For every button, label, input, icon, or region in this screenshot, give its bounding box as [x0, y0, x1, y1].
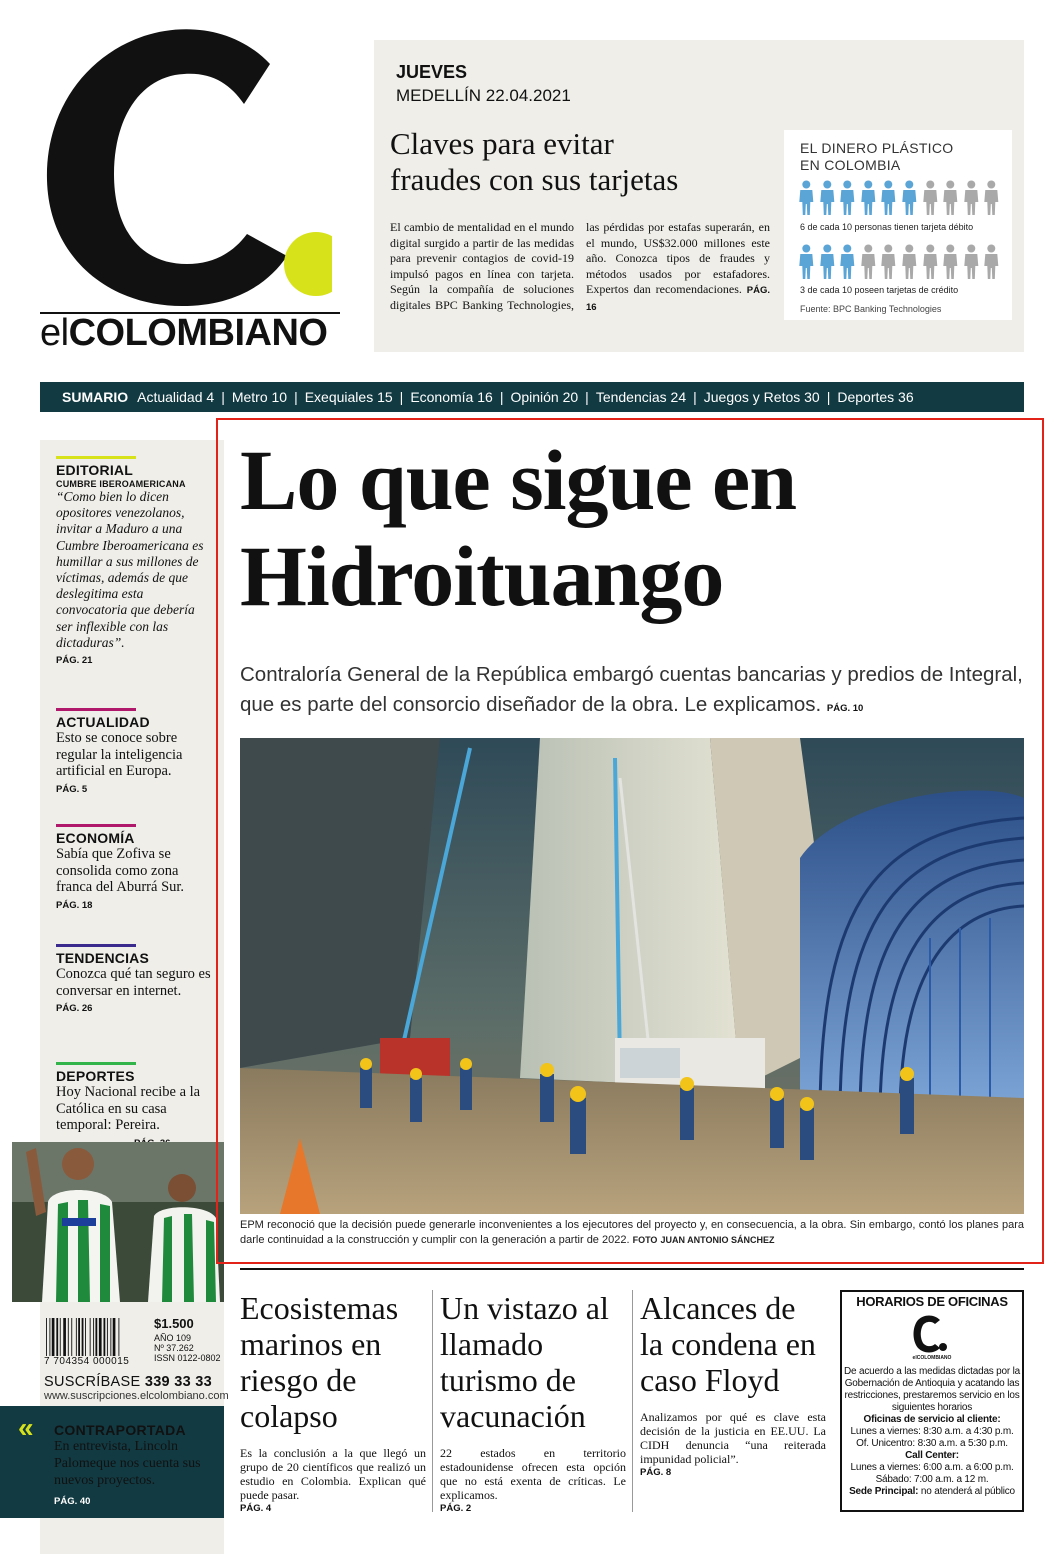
- story-headline: Ecosistemas marinos en riesgo de colapso: [240, 1290, 399, 1434]
- lead-photo-caption: [240, 1218, 1024, 1248]
- barcode-bar: [118, 1318, 119, 1356]
- edition-issn: ISSN 0122-0802: [154, 1353, 221, 1363]
- sumario-item[interactable]: Juegos y Retos 30: [703, 389, 820, 405]
- section-rule: [56, 708, 136, 711]
- story-page[interactable]: PÁG. 8: [640, 1467, 672, 1478]
- call-center-label: Call Center:: [905, 1450, 959, 1461]
- section-economia[interactable]: [56, 824, 212, 911]
- unicentro-hours: Of. Unicentro: 8:30 a.m. a 5:30 p.m.: [856, 1438, 1008, 1449]
- sumario-separator: |: [826, 389, 831, 405]
- barcode-bar: [82, 1318, 84, 1356]
- masthead-wordmark[interactable]: [40, 312, 327, 355]
- section-page[interactable]: PÁG. 18: [56, 899, 93, 911]
- person-icon: [879, 244, 898, 280]
- person-icon: [900, 244, 919, 280]
- person-icon: [982, 244, 1001, 280]
- barcode-bar: [49, 1318, 50, 1356]
- section-title: EDITORIAL: [56, 462, 133, 478]
- sumario-separator: |: [585, 389, 589, 405]
- sumario-separator: |: [693, 389, 697, 405]
- logo-c-shape: [47, 29, 287, 306]
- lead-page[interactable]: PÁG. 10: [826, 703, 864, 714]
- lead-deck-text: Contraloría General de la República embargó cuentas bancarias y predios de Integral, que es parte del consorcio diseñador de la obra. Le explicamos.: [240, 663, 1023, 716]
- story-headline: Alcances de la condena en caso Floyd: [640, 1290, 816, 1398]
- barcode-bar: [104, 1318, 106, 1356]
- barcode-bar: [90, 1318, 91, 1356]
- top-story-headline-line2: fraudes con sus tarjetas: [390, 162, 679, 197]
- barcode-bar: [68, 1318, 69, 1356]
- sumario-item[interactable]: Opinión 20: [510, 389, 579, 405]
- infographic-title: [800, 140, 1000, 174]
- story-page[interactable]: PÁG. 2: [440, 1503, 472, 1514]
- section-text: “Como bien lo dicen opositores venezolanos, invitar a Maduro a una Cumbre Iberoamericana es humillar a sus millones de víctimas, además de que deslegitima esta convocatoria que debería ser inflexible con las dictaduras”.: [56, 489, 204, 650]
- section-title: TENDENCIAS: [56, 950, 150, 966]
- barcode-bar: [107, 1318, 108, 1356]
- person-icon: [879, 180, 898, 216]
- logo-name: COLOMBIANO: [68, 312, 328, 354]
- section-title: ECONOMÍA: [56, 830, 135, 846]
- barcode-number: 7 704354 000015: [44, 1356, 130, 1367]
- lead-headline-line2: Hidroituango: [240, 528, 724, 624]
- infographic-title-line1: EL DINERO PLÁSTICO: [800, 140, 954, 156]
- credit-caption: 3 de cada 10 poseen tarjetas de crédito: [800, 285, 959, 295]
- logo-dot: [284, 232, 332, 296]
- office-hours-title: HORARIOS DE OFICINAS: [856, 1294, 1008, 1309]
- contraportada-text: En entrevista, Lincoln Palomeque nos cuenta sus nuevos proyectos.: [54, 1439, 201, 1488]
- person-icon: [797, 244, 816, 280]
- person-icon: [859, 244, 878, 280]
- section-rule: [56, 456, 136, 459]
- person-icon: [859, 180, 878, 216]
- subscribe-url[interactable]: www.suscripciones.elcolombiano.com: [44, 1390, 229, 1402]
- call-saturday: Sábado: 7:00 a.m. a 12 m.: [875, 1474, 989, 1485]
- person-icon: [921, 244, 940, 280]
- sumario-item[interactable]: Tendencias 24: [595, 389, 687, 405]
- barcode-bar: [56, 1318, 58, 1356]
- barcode-bar: [85, 1318, 86, 1356]
- section-page[interactable]: PÁG. 26: [56, 1003, 93, 1014]
- person-icon: [818, 180, 837, 216]
- masthead-logo[interactable]: [32, 24, 332, 314]
- photo-credit-label: FOTO: [632, 1235, 658, 1245]
- credit-people-row: [797, 244, 1003, 280]
- story-headline: Un vistazo al llamado turismo de vacunación: [440, 1290, 609, 1434]
- story-body: Es la conclusión a la que llegó un grupo de 20 científicos que realizó un estudio en Colombia. Explican qué puede pasar.: [240, 1446, 426, 1502]
- double-chevron-left-icon: «: [18, 1412, 34, 1443]
- person-icon: [921, 180, 940, 216]
- barcode-bar: [71, 1318, 72, 1356]
- edition-issue: Nº 37.262: [154, 1343, 194, 1353]
- barcode-bar: [95, 1318, 97, 1356]
- section-deportes[interactable]: [56, 1062, 212, 1134]
- price: $1.500: [154, 1316, 194, 1331]
- sumario-label: SUMARIO: [62, 389, 129, 405]
- photo-credit-name: JUAN ANTONIO SÁNCHEZ: [660, 1235, 775, 1245]
- top-story-text: El cambio de mentalidad en el mundo digital surgido a partir de las medidas para prevenir contagios de covid-19 impulsó pagos en línea con tarjeta. Según la compañía de soluciones digitales BPC Banking Technologies, las pérdidas por estafas superarán, en el mundo, US$32.000 millones este año. Conozca tipos de fraudes y métodos usados por estafadores. Expertos dan recomendaciones.: [390, 220, 770, 312]
- person-icon: [962, 180, 981, 216]
- hidroituango-construction-photo[interactable]: [240, 738, 1024, 1214]
- lead-headline-line1: Lo que sigue en: [240, 432, 797, 528]
- debit-caption: 6 de cada 10 personas tienen tarjeta débito: [800, 222, 974, 232]
- barcode-bar: [113, 1318, 116, 1356]
- infographic-title-line2: EN COLOMBIA: [800, 157, 901, 173]
- person-icon: [838, 180, 857, 216]
- barcode-bar: [78, 1318, 80, 1356]
- story-body: Analizamos por qué es clave esta decisión de la justicia en EE.UU. La CIDH denuncia “una reiterada impunidad policial”.: [640, 1410, 826, 1466]
- call-weekdays: Lunes a viernes: 6:00 a.m. a 6:00 p.m.: [850, 1462, 1014, 1473]
- section-rule: [56, 1062, 136, 1065]
- barcode-bar: [110, 1318, 111, 1356]
- barcode-bar: [76, 1318, 77, 1356]
- sede-text: no atenderá al público: [920, 1486, 1015, 1497]
- section-text: Sabía que Zofiva se consolida como zona franca del Aburrá Sur.: [56, 846, 185, 895]
- sumario-separator: |: [499, 389, 504, 405]
- edition-year: AÑO 109: [154, 1333, 192, 1343]
- person-icon: [941, 180, 960, 216]
- logo-el: el: [40, 312, 69, 354]
- section-text: Conozca qué tan seguro es conversar en internet.: [56, 966, 211, 999]
- barcode: [44, 1318, 150, 1358]
- top-story-body: [390, 220, 770, 315]
- person-icon: [838, 244, 857, 280]
- person-icon: [818, 244, 837, 280]
- sumario-bar: [40, 382, 1024, 412]
- sede-label: Sede Principal:: [849, 1486, 919, 1497]
- service-label: Oficinas de servicio al cliente:: [863, 1414, 1001, 1425]
- person-icon: [900, 180, 919, 216]
- office-hours-text: [844, 1366, 1020, 1498]
- section-page[interactable]: PÁG. 21: [56, 655, 93, 667]
- section-page[interactable]: PÁG. 5: [56, 783, 88, 795]
- lead-deck: [240, 660, 1030, 724]
- contraportada-page[interactable]: PÁG. 40: [54, 1496, 91, 1507]
- sumario-item[interactable]: Metro 10: [231, 389, 288, 405]
- section-title: DEPORTES: [56, 1068, 135, 1084]
- subscribe-phone: 339 33 33: [144, 1374, 213, 1390]
- sumario-item[interactable]: Exequiales 15: [304, 389, 393, 405]
- small-logo-text: elCOLOMBIANO: [912, 1355, 952, 1361]
- story-turismo-vacunacion[interactable]: [440, 1290, 626, 1514]
- column-divider: [632, 1290, 633, 1512]
- section-tendencias[interactable]: [56, 944, 212, 1014]
- contraportada-title: CONTRAPORTADA: [54, 1422, 186, 1438]
- infographic-source: Fuente: BPC Banking Technologies: [800, 304, 942, 314]
- sumario-separator: |: [294, 389, 298, 405]
- barcode-bar: [93, 1318, 94, 1356]
- lead-headline[interactable]: [240, 432, 1030, 624]
- sumario-separator: |: [221, 389, 225, 405]
- section-text: Esto se conoce sobre regular la inteligencia artificial en Europa.: [56, 730, 183, 779]
- story-caso-floyd[interactable]: [640, 1290, 826, 1478]
- sumario-item[interactable]: Deportes 36: [837, 389, 914, 405]
- story-page[interactable]: PÁG. 4: [240, 1503, 272, 1514]
- bottom-rule: [240, 1268, 1024, 1270]
- caption-text: EPM reconoció que la decisión puede generarle inconvenientes a los ejecutores del proyecto y, en consecuencia, a la obra. Sin embargo, contó los planes para darle continuidad a la construcción y cumplir con la generación a partir de 2022.: [240, 1219, 1024, 1246]
- sumario-item[interactable]: Economía 16: [410, 389, 493, 405]
- person-icon: [982, 180, 1001, 216]
- section-editorial[interactable]: [56, 456, 212, 666]
- story-ecosistemas[interactable]: [240, 1290, 426, 1514]
- edition-meta: [154, 1333, 221, 1363]
- section-rule: [56, 824, 136, 827]
- date-day: JUEVES: [396, 62, 468, 82]
- barcode-bar: [60, 1318, 61, 1356]
- sumario-separator: |: [399, 389, 404, 405]
- section-subtitle: CUMBRE IBEROAMERICANA: [56, 479, 186, 489]
- top-story-headline[interactable]: [390, 126, 750, 198]
- section-rule: [56, 944, 136, 947]
- sumario-item[interactable]: Actualidad 4: [137, 389, 215, 405]
- debit-people-row: [797, 180, 1003, 216]
- top-story-page[interactable]: PÁG. 16: [586, 285, 770, 313]
- person-icon: [797, 180, 816, 216]
- dateline: MEDELLÍN 22.04.2021: [396, 86, 571, 105]
- top-story-headline-line1: Claves para evitar: [390, 126, 614, 161]
- column-divider: [432, 1290, 433, 1512]
- person-icon: [962, 244, 981, 280]
- section-actualidad[interactable]: [56, 708, 212, 795]
- football-player-photo[interactable]: [12, 1142, 224, 1302]
- subscribe-line[interactable]: [44, 1374, 212, 1390]
- barcode-bar: [63, 1318, 66, 1356]
- service-weekdays: Lunes a viernes: 8:30 a.m. a 4:30 p.m.: [850, 1426, 1014, 1437]
- office-hours-intro: De acuerdo a las medidas dictadas por la Gobernación de Antioquia y acatando las restricciones, prestaremos servicio en los siguientes horarios: [844, 1366, 1020, 1413]
- subscribe-label: SUSCRÍBASE: [44, 1374, 141, 1390]
- barcode-bar: [46, 1318, 47, 1356]
- barcode-bar: [99, 1318, 102, 1356]
- story-body: 22 estados en territorio estadounidense ofrecen esta opción que no está exenta de críticas. Le explicamos.: [440, 1446, 626, 1502]
- section-title: ACTUALIDAD: [56, 714, 150, 730]
- person-icon: [941, 244, 960, 280]
- barcode-bar: [52, 1318, 55, 1356]
- section-text: Hoy Nacional recibe a la Católica en su casa temporal: Pereira.: [56, 1084, 201, 1133]
